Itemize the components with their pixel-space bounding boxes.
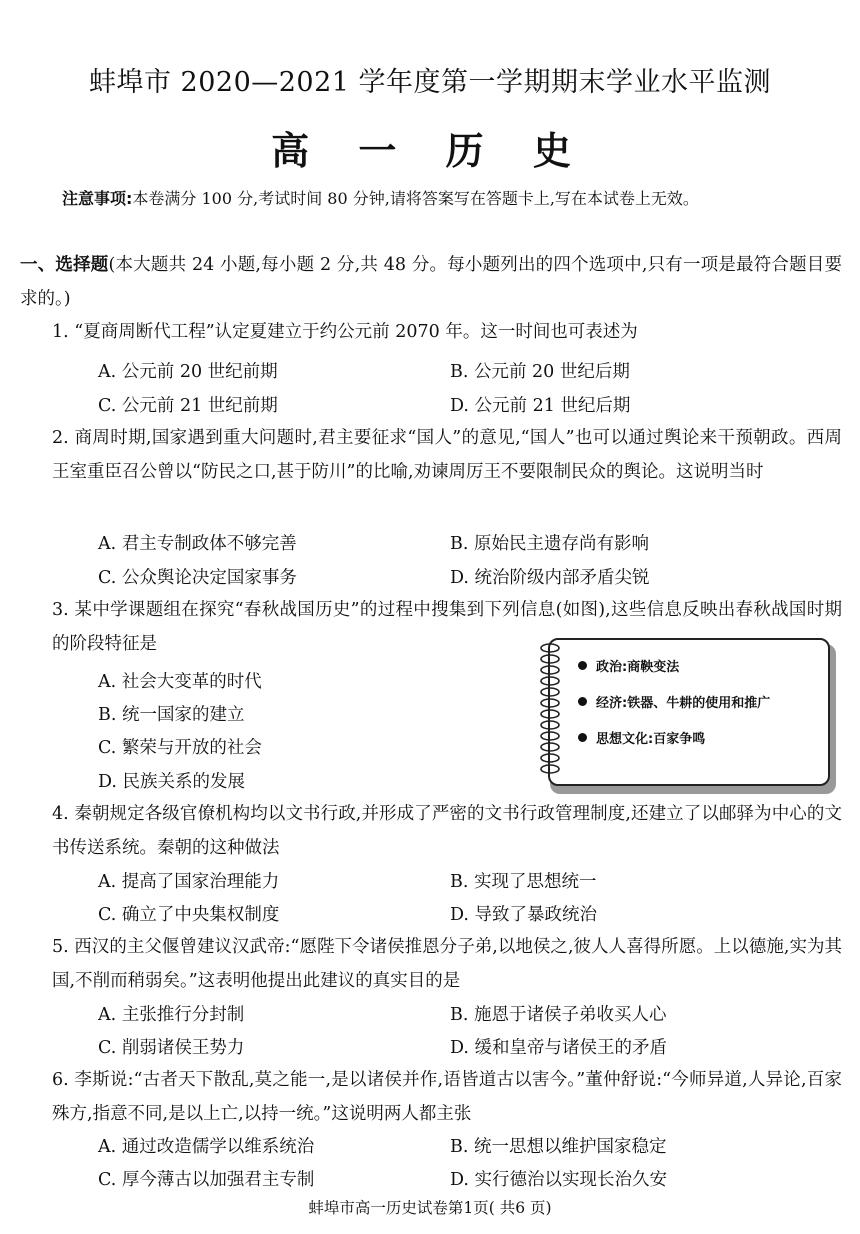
page-footer: 蚌埠市高一历史试卷第1页( 共6 页) [308,1199,552,1217]
option-d: D. 导致了暴政统治 [450,905,598,925]
option-a: A. 君主专制政体不够完善 [98,534,297,554]
question-stem: 2. 商周时期,国家遇到重大问题时,君主要征求“国人”的意见,“国人”也可以通过舆论来干预朝政。西周王室重臣召公曾以“防民之口,甚于防川”的比喻,劝谏周厉王不要限制民众的舆论。这说明当时 [52,428,842,482]
option-c: C. 厚今薄古以加强君主专制 [98,1170,315,1190]
option-b: B. 统一思想以维护国家稳定 [450,1137,667,1157]
notice [62,186,699,209]
option-b: B. 统一国家的建立 [98,705,245,725]
option-d: D. 公元前 21 世纪后期 [450,396,631,416]
option-d: D. 缓和皇帝与诸侯王的矛盾 [450,1038,668,1058]
option-a: A. 通过改造儒学以维系统治 [98,1137,315,1157]
option-b: B. 原始民主遗存尚有影响 [450,534,649,554]
figure-item [578,728,705,747]
figure-item [578,656,679,675]
option-c: C. 公元前 21 世纪前期 [98,396,278,416]
option-d: D. 民族关系的发展 [98,772,246,792]
option-c: C. 繁荣与开放的社会 [98,738,262,758]
option-c: C. 公众舆论决定国家事务 [98,568,297,588]
question-stem: 6. 李斯说:“古者天下散乱,莫之能一,是以诸侯并作,语皆道古以害今。”董仲舒说:“今师异道,人异论,百家殊方,指意不同,是以上亡,以持一统。”这说明两人都主张 [52,1070,842,1124]
question-stem: 3. 某中学课题组在探究“春秋战国历史”的过程中搜集到下列信息(如图),这些信息反映出春秋战国时期的阶段特征是 [52,600,842,654]
option-c: C. 确立了中央集权制度 [98,905,280,925]
option-d: D. 实行德治以实现长治久安 [450,1170,668,1190]
figure-item-text: 政治:商鞅变法 [596,660,680,675]
subject-title: 高 一 历 史 [271,129,589,173]
question-stem: 4. 秦朝规定各级官僚机构均以文书行政,并形成了严密的文书行政管理制度,还建立了以邮驿为中心的文书传送系统。秦朝的这种做法 [52,804,842,858]
figure-item [578,692,770,711]
option-b: B. 公元前 20 世纪后期 [450,362,630,382]
section-text: (本大题共 24 小题,每小题 2 分,共 48 分。每小题列出的四个选项中,只有一项是最符合题目要求的。) [20,255,843,309]
exam-title: 蚌埠市 2020—2021 学年度第一学期期末学业水平监测 [88,67,772,98]
bullet-icon [578,661,587,670]
figure-item-text: 思想文化:百家争鸣 [596,732,706,747]
question-stem: 5. 西汉的主父偃曾建议汉武帝:“愿陛下令诸侯推恩分子弟,以地侯之,彼人人喜得所愿。上以德施,实为其国,不削而稍弱矣。”这表明他提出此建议的真实目的是 [52,937,842,991]
option-a: A. 主张推行分封制 [98,1005,245,1025]
option-b: B. 实现了思想统一 [450,872,597,892]
bullet-icon [578,697,587,706]
option-a: A. 社会大变革的时代 [98,672,262,692]
notice-label: 注意事项: [62,189,133,208]
option-b: B. 施恩于诸侯子弟收买人心 [450,1005,667,1025]
notebook-figure [538,636,838,796]
option-c: C. 削弱诸侯王势力 [98,1038,245,1058]
notice-text: 本卷满分 100 分,考试时间 80 分钟,请将答案写在答题卡上,写在本试卷上无效。 [132,189,699,208]
option-a: A. 提高了国家治理能力 [98,872,280,892]
bullet-icon [578,733,587,742]
section-header [20,248,842,316]
option-a: A. 公元前 20 世纪前期 [98,362,278,382]
section-label: 一、选择题 [20,255,109,275]
option-d: D. 统治阶级内部矛盾尖锐 [450,568,650,588]
figure-item-text: 经济:铁器、牛耕的使用和推广 [596,696,771,711]
spiral-binding-icon [538,642,562,782]
question-stem: 1. “夏商周断代工程”认定夏建立于约公元前 2070 年。这一时间也可表述为 [52,322,638,342]
